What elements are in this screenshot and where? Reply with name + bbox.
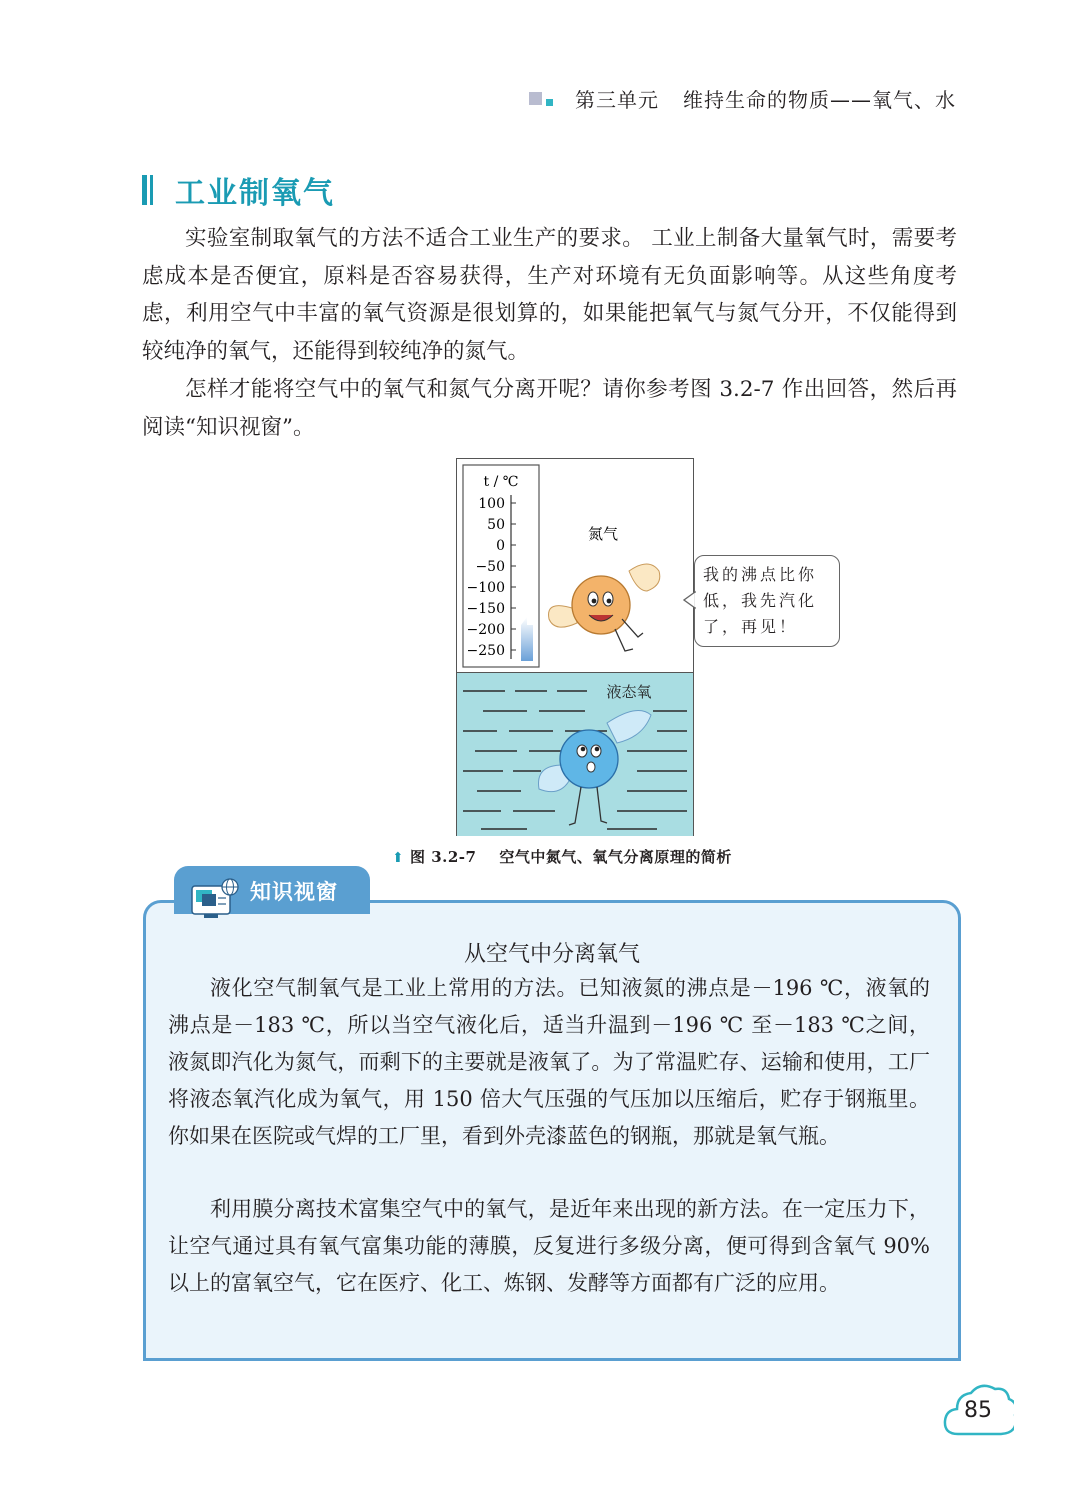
figure-upper-svg xyxy=(457,459,693,671)
oxygen-character-icon xyxy=(539,711,652,826)
figure-gas-region xyxy=(457,459,693,671)
running-header xyxy=(529,84,956,113)
header-unit: 第三单元 xyxy=(575,88,659,112)
nitrogen-label: 氮气 xyxy=(587,525,619,543)
computer-globe-icon xyxy=(190,878,240,924)
heading-bar-icon xyxy=(150,175,153,205)
knowledge-tab-label: 知识视窗 xyxy=(250,880,338,904)
tick-label: −250 xyxy=(466,643,505,659)
section-title: 工业制氧气 xyxy=(175,176,335,211)
nitrogen-character-icon xyxy=(549,564,660,651)
tick-label: −200 xyxy=(466,622,505,638)
body-paragraph: 实验室制取氧气的方法不适合工业生产的要求。 工业上制备大量氧气时，需要考虑成本是否便宜，原料是否容易获得，生产对环境有无负面影响等。从这些角度考虑，利用空气中丰富的氧气资源是很划算的，如果能把氧气与氮气分开，不仅能得到较纯净的氧气，还能得到较纯净的氮气。 xyxy=(142,226,957,364)
figure-3-2-7 xyxy=(456,458,694,836)
tick-label: −50 xyxy=(475,559,505,575)
figure-liquid-region xyxy=(457,672,693,836)
liquid-oxygen-label: 液态氧 xyxy=(606,683,652,701)
tick-label: 0 xyxy=(496,538,505,554)
header-square-icon xyxy=(529,92,542,105)
tick-label: 100 xyxy=(478,496,505,512)
caption-arrow-icon: ⬆ xyxy=(392,850,405,866)
figure-lower-svg xyxy=(457,673,693,836)
page-number-badge xyxy=(942,1378,1014,1440)
body-paragraph: 怎样才能将空气中的氧气和氮气分离开呢？请你参考图 3.2-7 作出回答，然后再阅读“知识视窗”。 xyxy=(142,377,957,440)
tick-label: 50 xyxy=(487,517,505,533)
page-number: 85 xyxy=(964,1398,992,1423)
header-title: 维持生命的物质——氧气、水 xyxy=(683,88,956,112)
caption-number: 图 3.2-7 xyxy=(409,848,477,866)
tick-label: −150 xyxy=(466,601,505,617)
knowledge-paragraph: 液化空气制氧气是工业上常用的方法。已知液氮的沸点是－196 ℃，液氧的沸点是－183 ℃，所以当空气液化后，适当升温到－196 ℃ 至－183 ℃之间，液氮即汽化为氮气，而剩下的主要就是液氧了。为了常温贮存、运输和使用，工厂将液态氧汽化成为氧气，用 150 倍大气压强的气压加以压缩后，贮存于钢瓶里。你如果在医院或气焊的工厂里，看到外壳漆蓝色的钢瓶，那就是氧气瓶。 xyxy=(168,976,930,1148)
tick-label: −100 xyxy=(466,580,505,596)
speech-bubble: 我的沸点比你低，我先汽化了，再见！ xyxy=(694,555,840,647)
figure-caption xyxy=(392,846,732,867)
speech-bubble-tail xyxy=(683,590,697,610)
caption-text: 空气中氮气、氧气分离原理的简析 xyxy=(499,848,732,866)
header-dot-icon xyxy=(546,99,553,106)
heading-bar-icon xyxy=(142,175,147,205)
knowledge-paragraph: 利用膜分离技术富集空气中的氧气，是近年来出现的新方法。在一定压力下，让空气通过具有氧气富集功能的薄膜，反复进行多级分离，便可得到含氧气 90% 以上的富氧空气，它在医疗、化工、炼钢、发酵等方面都有广泛的应用。 xyxy=(168,1197,930,1295)
knowledge-box-title: 从空气中分离氧气 xyxy=(463,942,640,967)
axis-label: t / ℃ xyxy=(483,474,519,490)
section-heading xyxy=(142,168,335,212)
